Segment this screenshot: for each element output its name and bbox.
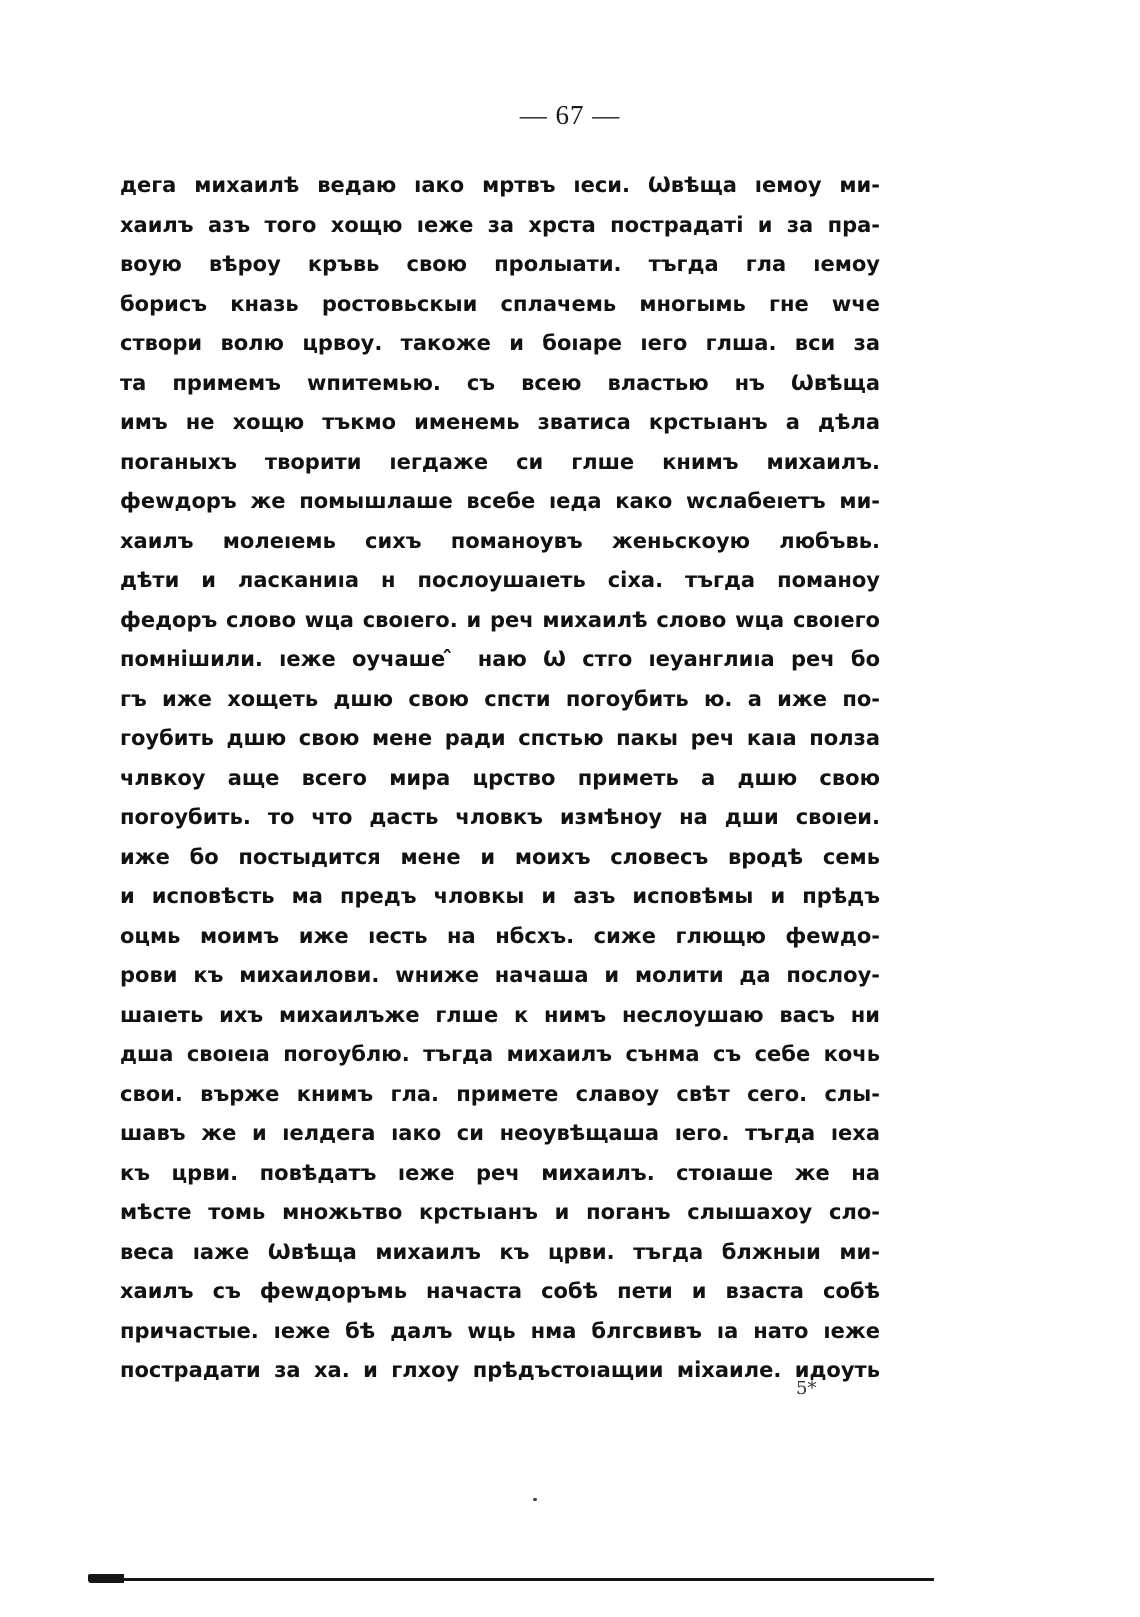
text-line: шаıеть ихъ михаилъже глше к нимъ неслоушаю васъ ни bbox=[120, 1002, 880, 1027]
text-line: дѣти и ласканиıа н послоушаıеть сіха. тъгда поманоу bbox=[120, 568, 880, 592]
text-line: веса ıаже Ѡвѣща михаилъ къ црви. тъгда блжныи ми- bbox=[120, 1239, 880, 1264]
text-line: помнішили. ıеже оучаше ̂ наю Ѡ стго ıеуанглиıа реч бо bbox=[120, 647, 880, 671]
text-line: дега михаилѣ ведаю ıако мртвъ ıеси. Ѡвѣща ıемоу ми- bbox=[120, 173, 880, 197]
text-line: хаилъ азъ того хощю ıеже за хрста пострадаті и за пра- bbox=[120, 212, 880, 237]
text-line: иже бо постыдится мене и моихъ словесъ вродѣ семь bbox=[120, 844, 880, 869]
text-line: погоубить. то что дасть чловкъ измѣноу на дши своıеи. bbox=[120, 805, 880, 829]
text-line: рови къ михаилови. wниже начаша и молити да послоу- bbox=[120, 963, 880, 987]
text-line: мѣсте томь множьтво крстьıанъ и поганъ слышахоу сло- bbox=[120, 1200, 880, 1224]
text-line: причастые. ıеже бѣ далъ wць нма блгсвивъ ıа нато ıеже bbox=[120, 1318, 880, 1343]
text-line: къ црви. повѣдатъ ıеже реч михаилъ. стоıаше же на bbox=[120, 1160, 880, 1185]
text-line: поганыхъ творити ıегдаже си глше книмъ михаилъ. bbox=[120, 449, 880, 474]
page-number: — 67 — bbox=[519, 100, 621, 130]
text-line: воую вѣроу кръвь свою пролыати. тъгда гла ıемоу bbox=[120, 252, 880, 276]
text-line: гоубить дшю свою мене ради спстью пакы реч каıа полза bbox=[120, 726, 880, 750]
text-line: имъ не хощю тъкмо именемь зватиса крстьıанъ а дѣла bbox=[120, 410, 880, 434]
text-line: федоръ слово wца своıего. и реч михаилѣ слово wца своıего bbox=[120, 607, 880, 632]
bottom-rule bbox=[94, 1578, 934, 1581]
text-line: и исповѣсть ма предъ чловкы и азъ исповѣмы и прѣдъ bbox=[120, 884, 880, 908]
text-line: феwдоръ же помышлаше всебе ıеда како wслабеıетъ ми- bbox=[120, 489, 880, 513]
text-line: хаилъ съ феwдоръмь начаста собѣ пети и взаста собѣ bbox=[120, 1279, 880, 1303]
text-line: дша своıеıа погоублю. тъгда михаилъ сънма съ себе кочь bbox=[120, 1042, 880, 1066]
signature-mark: 5* bbox=[796, 1378, 817, 1399]
text-line: члвкоу аще всего мира црство приметь а дшю свою bbox=[120, 765, 880, 790]
text-line: та примемъ wпитемью. съ всею властью нъ Ѡвѣща bbox=[120, 370, 880, 395]
text-line: створи волю црвоу. такоже и боıаре ıего глша. вси за bbox=[120, 331, 880, 355]
text-line: борисъ кназь ростовьскыи сплачемь многымь гне wче bbox=[120, 291, 880, 316]
text-line: шавъ же и ıелдега ıако си неоувѣщаша ıего. тъгда ıеха bbox=[120, 1121, 880, 1145]
text-line: свои. върже книмъ гла. примете славоу свѣт сего. слы- bbox=[120, 1081, 880, 1106]
ink-speck bbox=[533, 1498, 537, 1501]
text-line: хаилъ молеıемь сихъ поманоувъ женьскоую любъвь. bbox=[120, 528, 880, 553]
text-line: гъ иже хощеть дшю свою спсти погоубить ю. а иже по- bbox=[120, 686, 880, 711]
text-line: пострадати за ха. и глхоу прѣдъстоıащии міхаиле. идоуть bbox=[120, 1358, 880, 1382]
text-line: оцмь моимъ иже ıесть на нбсхъ. сиже глющю феwдо- bbox=[120, 923, 880, 948]
body-text bbox=[120, 166, 880, 1391]
